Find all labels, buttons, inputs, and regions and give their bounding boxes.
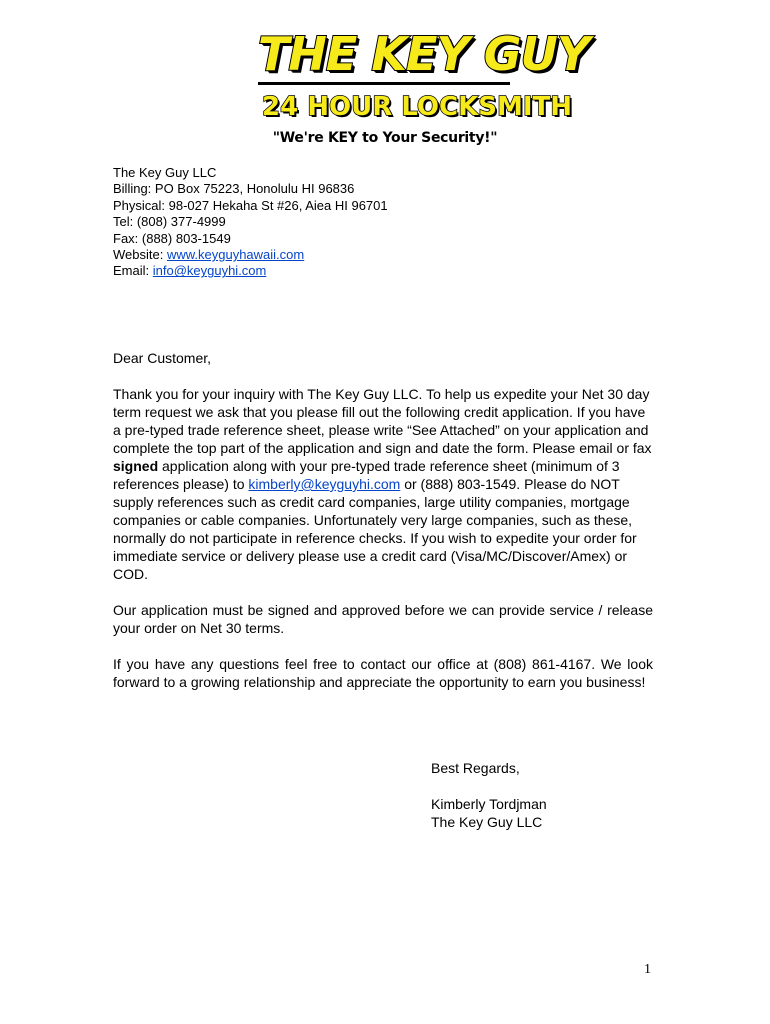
signoff-company: The Key Guy LLC: [431, 814, 543, 830]
contact-fax: Fax: (888) 803-1549: [113, 230, 231, 246]
letter-paragraph-1: [113, 385, 653, 583]
letter-greeting: Dear Customer,: [113, 350, 212, 366]
contact-physical: Physical: 98-027 Hekaha St #26, Aiea HI 96701: [113, 197, 388, 213]
tagline: "We're KEY to Your Security!": [272, 130, 498, 146]
signoff-block: [431, 759, 547, 831]
company-logo: [258, 27, 590, 122]
contact-email-line: [113, 263, 388, 279]
contact-billing: Billing: PO Box 75223, Honolulu HI 96836: [113, 181, 355, 197]
email-link[interactable]: info@keyguyhi.com: [152, 263, 267, 279]
para1-text-b: application along with your pre-typed trade reference sheet (minimum of 3 references please) to: [113, 458, 620, 492]
letter-paragraph-3: If you have any questions feel free to contact our office at (808) 861-4167. We look forward to a growing relationship and appreciate the opportunity to earn you business!: [113, 656, 653, 690]
para1-text-a: Thank you for your inquiry with The Key Guy LLC. To help us expedite your Net 30 day term request we ask that you please fill out the following credit application. If you have a pre-typed trade reference sheet, please write “See Attached” on your application and complete the top part of the application and sign and date the form. Please email or fax: [113, 386, 652, 456]
page-number: 1: [644, 962, 651, 977]
website-label: Website:: [113, 247, 167, 263]
contact-block: [113, 165, 388, 280]
contact-tel: Tel: (808) 377-4999: [113, 214, 226, 230]
letter-paragraph-2: Our application must be signed and approved before we can provide service / release your order on Net 30 terms.: [113, 602, 653, 636]
contact-company: The Key Guy LLC: [113, 165, 217, 180]
logo-subtitle: 24 HOUR LOCKSMITH: [262, 92, 573, 122]
logo-divider: [258, 82, 510, 85]
para1-text-c: or (888) 803-1549. Please do NOT supply references such as credit card companies, large utility companies, mortgage companies or cable companies. Unfortunately very large companies, such as these, normally do not participate in reference checks. If you wish to expedite your order for immediate service or delivery please use a credit card (Visa/MC/Discover/Amex) or COD.: [113, 476, 637, 582]
contact-website-line: [113, 247, 388, 263]
email-label: Email:: [113, 263, 153, 279]
logo-title: THE KEY GUY: [258, 27, 590, 81]
para1-bold: signed: [113, 458, 159, 474]
signoff-name: Kimberly Tordjman: [431, 796, 547, 812]
website-link[interactable]: www.keyguyhawaii.com: [166, 247, 305, 263]
para1-email-link[interactable]: kimberly@keyguyhi.com: [248, 476, 401, 492]
letter-body: [113, 349, 653, 691]
signoff-closing: Best Regards,: [431, 760, 520, 776]
